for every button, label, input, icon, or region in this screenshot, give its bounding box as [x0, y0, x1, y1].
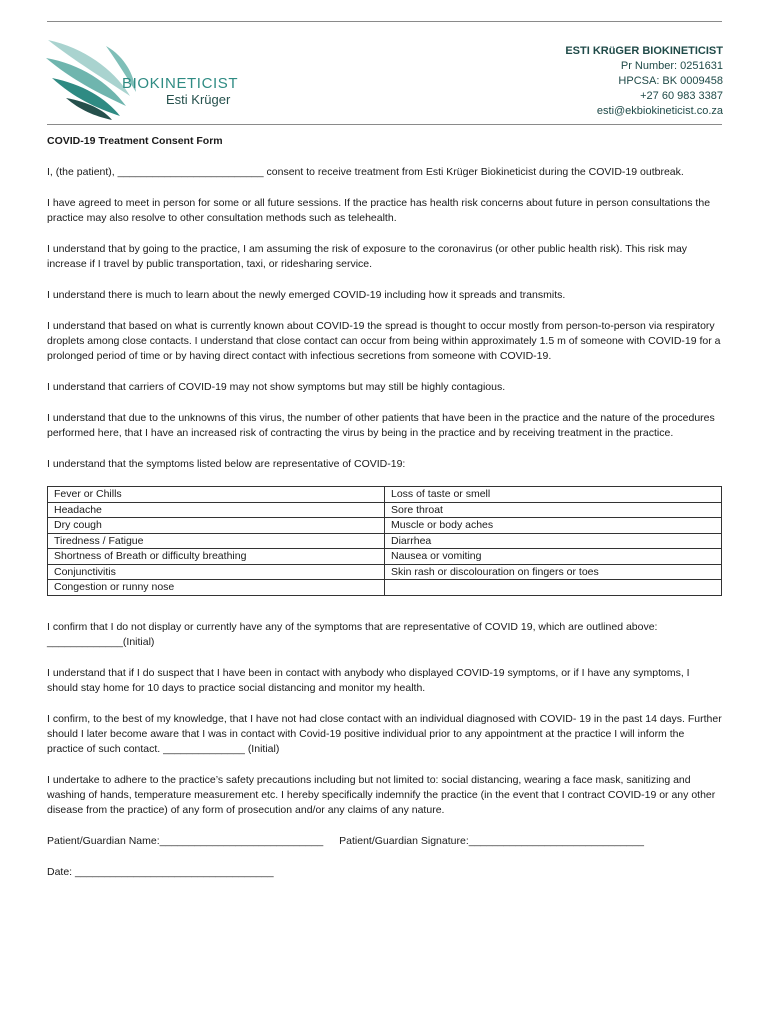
phone-number: +27 60 983 3387 [640, 90, 723, 102]
symptom-cell: Loss of taste or smell [385, 487, 722, 503]
table-row [48, 580, 722, 596]
table-row [48, 502, 722, 518]
top-rule [47, 21, 722, 22]
paragraph-no-symptoms-confirm: I confirm that I do not display or currently have any of the symptoms that are representative of COVID 19, which are outlined above: _____________(Initial) [47, 620, 658, 648]
pr-number: Pr Number: 0251631 [620, 60, 723, 72]
logo-word-name: Esti Krüger [166, 92, 231, 107]
paragraph-stay-home: I understand that if I do suspect that I have been in contact with anybody who displayed COVID-19 symptoms, or if I have any symptoms, I should stay home for 10 days to practice social distancing and monitor my health. [47, 666, 690, 694]
symptom-cell: Dry cough [48, 518, 385, 534]
guardian-name-field[interactable]: Patient/Guardian Name:____________________________ [47, 834, 324, 847]
hpcsa-number: HPCSA: BK 0009458 [618, 75, 723, 87]
paragraph-patient-consent: I, (the patient), _________________________ consent to receive treatment from Esti Krüger Biokineticist during the COVID-19 outbreak. [47, 166, 684, 178]
paragraph-in-person: I have agreed to meet in person for some or all future sessions. If the practice has health risk concerns about future in person consultations the practice may also resolve to other consultation methods such as telehealth. [47, 197, 711, 224]
table-row [48, 487, 722, 503]
symptom-cell: Shortness of Breath or difficulty breathing [48, 549, 385, 565]
guardian-signature-field[interactable]: Patient/Guardian Signature:______________________________ [339, 834, 644, 847]
symptom-cell: Diarrhea [385, 533, 722, 549]
table-row [48, 533, 722, 549]
symptom-cell: Muscle or body aches [385, 518, 722, 534]
paragraph-carriers: I understand that carriers of COVID-19 may not show symptoms but may still be highly contagious. [47, 381, 506, 393]
header-rule [47, 124, 722, 125]
symptom-cell: Skin rash or discolouration on fingers or toes [385, 564, 722, 580]
symptom-cell: Fever or Chills [48, 487, 385, 503]
table-row [48, 549, 722, 565]
symptom-cell: Headache [48, 502, 385, 518]
symptom-cell: Tiredness / Fatigue [48, 533, 385, 549]
symptom-cell: Sore throat [385, 502, 722, 518]
paragraph-spread: I understand that based on what is currently known about COVID-19 the spread is thought to occur mostly from person-to-person via respiratory droplets among close contacts. I understand that close contact can occur from being within approximately 1.5 m of someone with COVID-19 for a prolonged period of time or by having direct contact with infectious secretions from someone with COVID-19. [47, 320, 721, 362]
date-field[interactable]: Date: __________________________________ [47, 865, 274, 878]
paragraph-increased-risk: I understand that due to the unknowns of this virus, the number of other patients that have been in the practice and the nature of the procedures performed here, that I have an increased risk of contracting the virus by being in the practice and by receiving treatment in the practice. [47, 412, 715, 439]
symptom-cell: Conjunctivitis [48, 564, 385, 580]
paragraph-much-to-learn: I understand there is much to learn about the newly emerged COVID-19 including how it spreads and transmits. [47, 289, 566, 301]
practice-contact-block [565, 44, 723, 119]
logo-word-biokineticist: BIOKINETICIST [122, 75, 239, 92]
practice-name: ESTI KRüGER BIOKINETICIST [565, 45, 723, 57]
symptom-cell [385, 580, 722, 596]
consent-form-body [47, 134, 722, 896]
table-row [48, 564, 722, 580]
form-title: COVID-19 Treatment Consent Form [47, 135, 223, 147]
paragraph-symptoms-intro: I understand that the symptoms listed below are representative of COVID-19: [47, 458, 406, 470]
paragraph-no-contact-confirm: I confirm, to the best of my knowledge, that I have not had close contact with an individual diagnosed with COVID- 19 in the past 14 days. Further should I later become aware that I was in contact with Covid-19 positive individual prior to any appointment at the practice I will inform the practice of such contact. ______________ (Initial) [47, 712, 722, 755]
email-address: esti@ekbiokineticist.co.za [596, 105, 723, 117]
symptom-cell: Congestion or runny nose [48, 580, 385, 596]
paragraph-safety-indemnity: I undertake to adhere to the practice’s safety precautions including but not limited to: social distancing, wearing a face mask, sanitizing and washing of hands, temperature measurement etc. I hereby specifically indemnify the practice (in the event that I contract COVID-19 or any other disease from the practice) of any form of prosecution and/or any claims of any nature. [47, 773, 716, 816]
signature-line [47, 834, 722, 849]
table-row [48, 518, 722, 534]
symptoms-table [47, 486, 722, 596]
symptom-cell: Nausea or vomiting [385, 549, 722, 565]
biokineticist-logo [46, 36, 306, 121]
paragraph-exposure-risk: I understand that by going to the practice, I am assuming the risk of exposure to the coronavirus (or other public health risk). This risk may increase if I travel by public transportation, taxi, or ridesharing service. [47, 243, 688, 270]
